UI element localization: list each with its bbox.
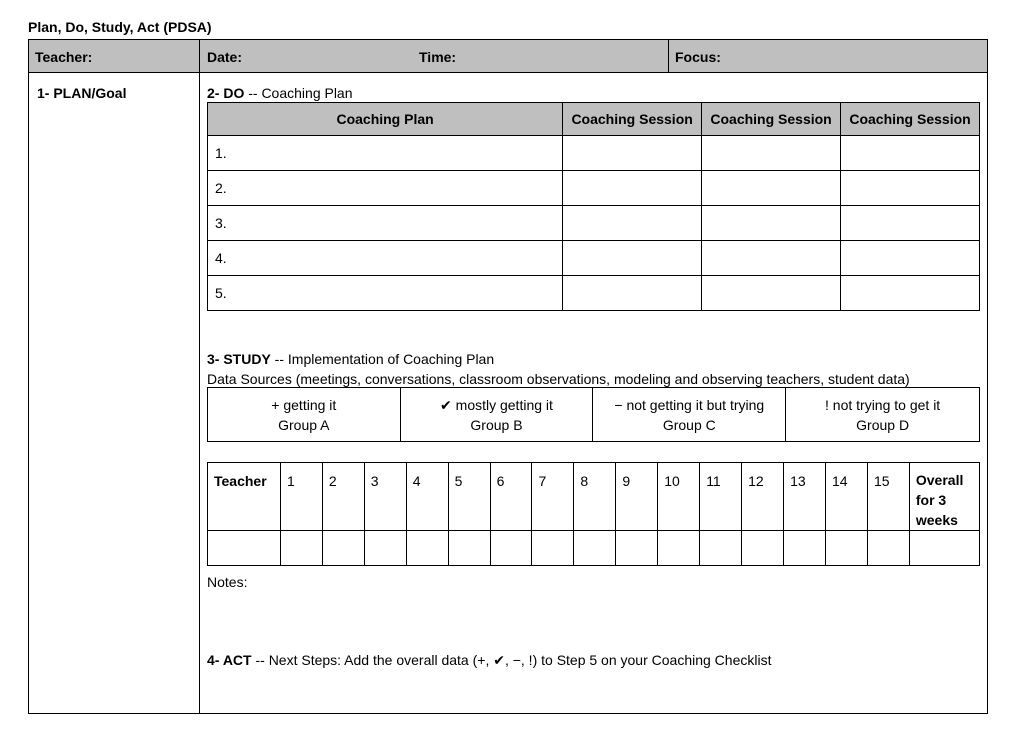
day-column-header: 14: [826, 463, 868, 531]
session-cell[interactable]: [563, 136, 702, 171]
plan-item-number: 4.: [208, 241, 563, 276]
right-panel: [207, 73, 987, 713]
group-b-name: Group B: [470, 416, 523, 433]
day-cell[interactable]: [826, 531, 868, 566]
group-b-cell: [400, 388, 593, 442]
coaching-plan-column-header: Coaching Plan: [208, 103, 563, 136]
coaching-plan-row: [208, 171, 980, 206]
day-cell[interactable]: [700, 531, 742, 566]
plan-item-number: 2.: [208, 171, 563, 206]
do-heading-rest: -- Coaching Plan: [244, 85, 353, 101]
session-cell[interactable]: [563, 171, 702, 206]
day-cell[interactable]: [784, 531, 826, 566]
session-cell[interactable]: [702, 171, 841, 206]
session-cell[interactable]: [702, 241, 841, 276]
day-cell[interactable]: [322, 531, 364, 566]
overall-column-header: Overall for 3 weeks: [909, 463, 979, 531]
group-c-symbol-text: − not getting it but trying: [614, 396, 765, 413]
coaching-plan-row: [208, 241, 980, 276]
group-a-symbol-text: + getting it: [271, 396, 337, 413]
day-column-header: 5: [448, 463, 490, 531]
study-heading-bold: 3- STUDY: [207, 351, 271, 367]
study-data-row: [208, 531, 980, 566]
day-column-header: 7: [532, 463, 574, 531]
teacher-label: Teacher:: [35, 49, 93, 65]
day-column-header: 10: [658, 463, 700, 531]
overall-cell[interactable]: [909, 531, 979, 566]
day-column-header: 3: [364, 463, 406, 531]
day-column-header: 11: [700, 463, 742, 531]
study-heading: [207, 350, 494, 368]
group-d-cell: [786, 388, 980, 442]
day-column-header: 15: [867, 463, 909, 531]
group-b-symbol-text: ✔ mostly getting it: [440, 396, 553, 413]
day-column-header: 1: [280, 463, 322, 531]
date-label: Date:: [207, 49, 243, 65]
main-column-divider: [199, 40, 200, 713]
groups-legend-table: [207, 387, 980, 442]
session-cell[interactable]: [702, 136, 841, 171]
day-column-header: 8: [574, 463, 616, 531]
header-divider-focus: [668, 40, 669, 73]
session-cell[interactable]: [702, 206, 841, 241]
coaching-plan-row: [208, 276, 980, 311]
session-cell[interactable]: [563, 276, 702, 311]
day-column-header: 6: [490, 463, 532, 531]
data-sources-text: Data Sources (meetings, conversations, classroom observations, modeling and observing teachers, student data): [207, 371, 910, 387]
study-header-row: [208, 463, 980, 531]
group-d-symbol-text: ! not trying to get it: [825, 396, 941, 413]
session-cell[interactable]: [563, 241, 702, 276]
act-heading-bold: 4- ACT: [207, 652, 252, 668]
day-cell[interactable]: [448, 531, 490, 566]
session-cell[interactable]: [841, 206, 980, 241]
coaching-session-column-header: Coaching Session: [841, 103, 980, 136]
plan-item-number: 3.: [208, 206, 563, 241]
act-heading-rest: -- Next Steps: Add the overall data (+, ✔, −, !) to Step 5 on your Coaching Checklist: [251, 652, 772, 668]
group-a-cell: [208, 388, 401, 442]
day-column-header: 12: [742, 463, 784, 531]
teacher-column-header: Teacher: [208, 463, 281, 531]
do-heading-bold: 2- DO: [207, 85, 245, 101]
plan-goal-label: 1- PLAN/Goal: [37, 85, 127, 101]
coaching-plan-header-row: [208, 103, 980, 136]
group-a-name: Group A: [278, 416, 330, 433]
day-column-header: 13: [784, 463, 826, 531]
study-tracking-table: [207, 462, 980, 566]
study-heading-rest: -- Implementation of Coaching Plan: [270, 351, 495, 367]
day-cell[interactable]: [280, 531, 322, 566]
coaching-session-column-header: Coaching Session: [702, 103, 841, 136]
pdsa-form: [28, 39, 988, 714]
plan-item-number: 1.: [208, 136, 563, 171]
day-column-header: 2: [322, 463, 364, 531]
coaching-plan-row: [208, 136, 980, 171]
coaching-plan-table: [207, 102, 980, 311]
day-cell[interactable]: [742, 531, 784, 566]
teacher-cell[interactable]: [208, 531, 281, 566]
time-label: Time:: [419, 49, 457, 65]
form-header-row: [29, 40, 987, 73]
day-cell[interactable]: [867, 531, 909, 566]
day-column-header: 9: [616, 463, 658, 531]
day-cell[interactable]: [490, 531, 532, 566]
groups-legend-row: [208, 388, 980, 442]
page-title: Plan, Do, Study, Act (PDSA): [28, 19, 212, 35]
group-c-cell: [593, 388, 786, 442]
session-cell[interactable]: [563, 206, 702, 241]
day-column-header: 4: [406, 463, 448, 531]
day-cell[interactable]: [574, 531, 616, 566]
session-cell[interactable]: [841, 171, 980, 206]
group-d-name: Group D: [856, 416, 910, 433]
act-heading: [207, 651, 771, 669]
session-cell[interactable]: [841, 276, 980, 311]
day-cell[interactable]: [406, 531, 448, 566]
focus-label: Focus:: [675, 49, 721, 65]
group-c-name: Group C: [662, 416, 716, 433]
coaching-session-column-header: Coaching Session: [563, 103, 702, 136]
coaching-plan-row: [208, 206, 980, 241]
session-cell[interactable]: [841, 136, 980, 171]
notes-label: Notes:: [207, 574, 248, 590]
day-cell[interactable]: [532, 531, 574, 566]
do-heading: [207, 84, 353, 102]
plan-item-number: 5.: [208, 276, 563, 311]
day-cell[interactable]: [616, 531, 658, 566]
session-cell[interactable]: [841, 241, 980, 276]
day-cell[interactable]: [364, 531, 406, 566]
session-cell[interactable]: [702, 276, 841, 311]
day-cell[interactable]: [658, 531, 700, 566]
